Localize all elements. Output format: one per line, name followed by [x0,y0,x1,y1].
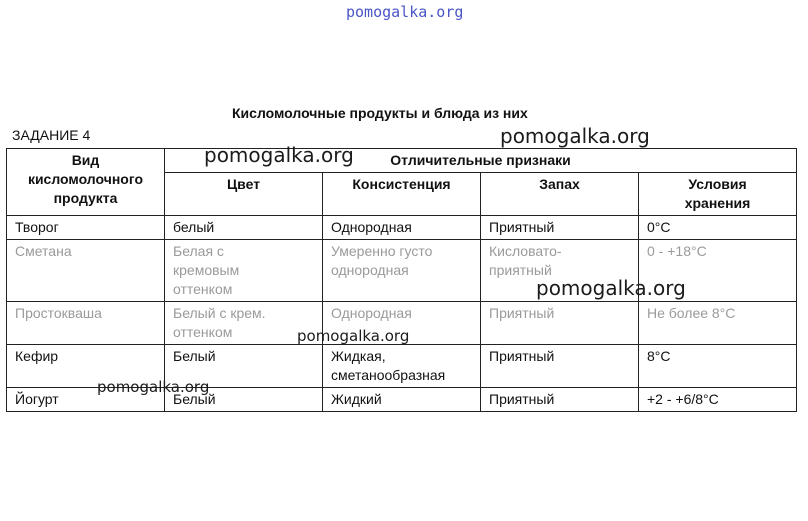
header-smell: Запах [481,173,639,216]
cell-product-name: Йогурт [7,388,165,412]
cell-consistency: Однородная [323,302,481,345]
cell-consistency: Однородная [323,216,481,240]
header-consistency: Консистенция [323,173,481,216]
watermark-top: pomogalka.org [346,3,464,21]
cell-storage: +2 - +6/8°С [639,388,797,412]
cell-product-name: Кефир [7,345,165,388]
header-storage: Условия хранения [639,173,797,216]
watermark-a: pomogalka.org [500,124,650,148]
cell-smell: Приятный [481,345,639,388]
table-row [7,216,797,240]
watermark-d: pomogalka.org [297,327,410,345]
cell-storage: 0 - +18°С [639,240,797,302]
header-row-1 [7,149,797,173]
watermark-b: pomogalka.org [204,143,354,167]
cell-consistency: Жидкий [323,388,481,412]
header-product-type: Вид кисломолочного продукта [7,149,165,216]
cell-product-name: Творог [7,216,165,240]
cell-storage: Не более 8°С [639,302,797,345]
watermark-e: pomogalka.org [97,378,210,396]
watermark-c: pomogalka.org [536,276,686,300]
cell-smell: Приятный [481,388,639,412]
cell-storage: 0°С [639,216,797,240]
cell-color: Белый [165,345,323,388]
cell-product-name: Сметана [7,240,165,302]
header-group-features: Отличительные признаки [165,149,797,173]
cell-smell: Приятный [481,302,639,345]
cell-product-name: Простокваша [7,302,165,345]
cell-color: Белый с крем. оттенком [165,302,323,345]
page-title: Кисломолочные продукты и блюда из них [232,105,528,121]
cell-smell: Кисловато- приятный [481,240,639,302]
cell-color: Белая с кремовым оттенком [165,240,323,302]
cell-color: Белый [165,388,323,412]
cell-smell: Приятный [481,216,639,240]
cell-consistency: Умеренно густо однородная [323,240,481,302]
task-label: ЗАДАНИЕ 4 [12,127,91,143]
cell-color: белый [165,216,323,240]
cell-storage: 8°С [639,345,797,388]
cell-consistency: Жидкая, сметанообразная [323,345,481,388]
header-color: Цвет [165,173,323,216]
